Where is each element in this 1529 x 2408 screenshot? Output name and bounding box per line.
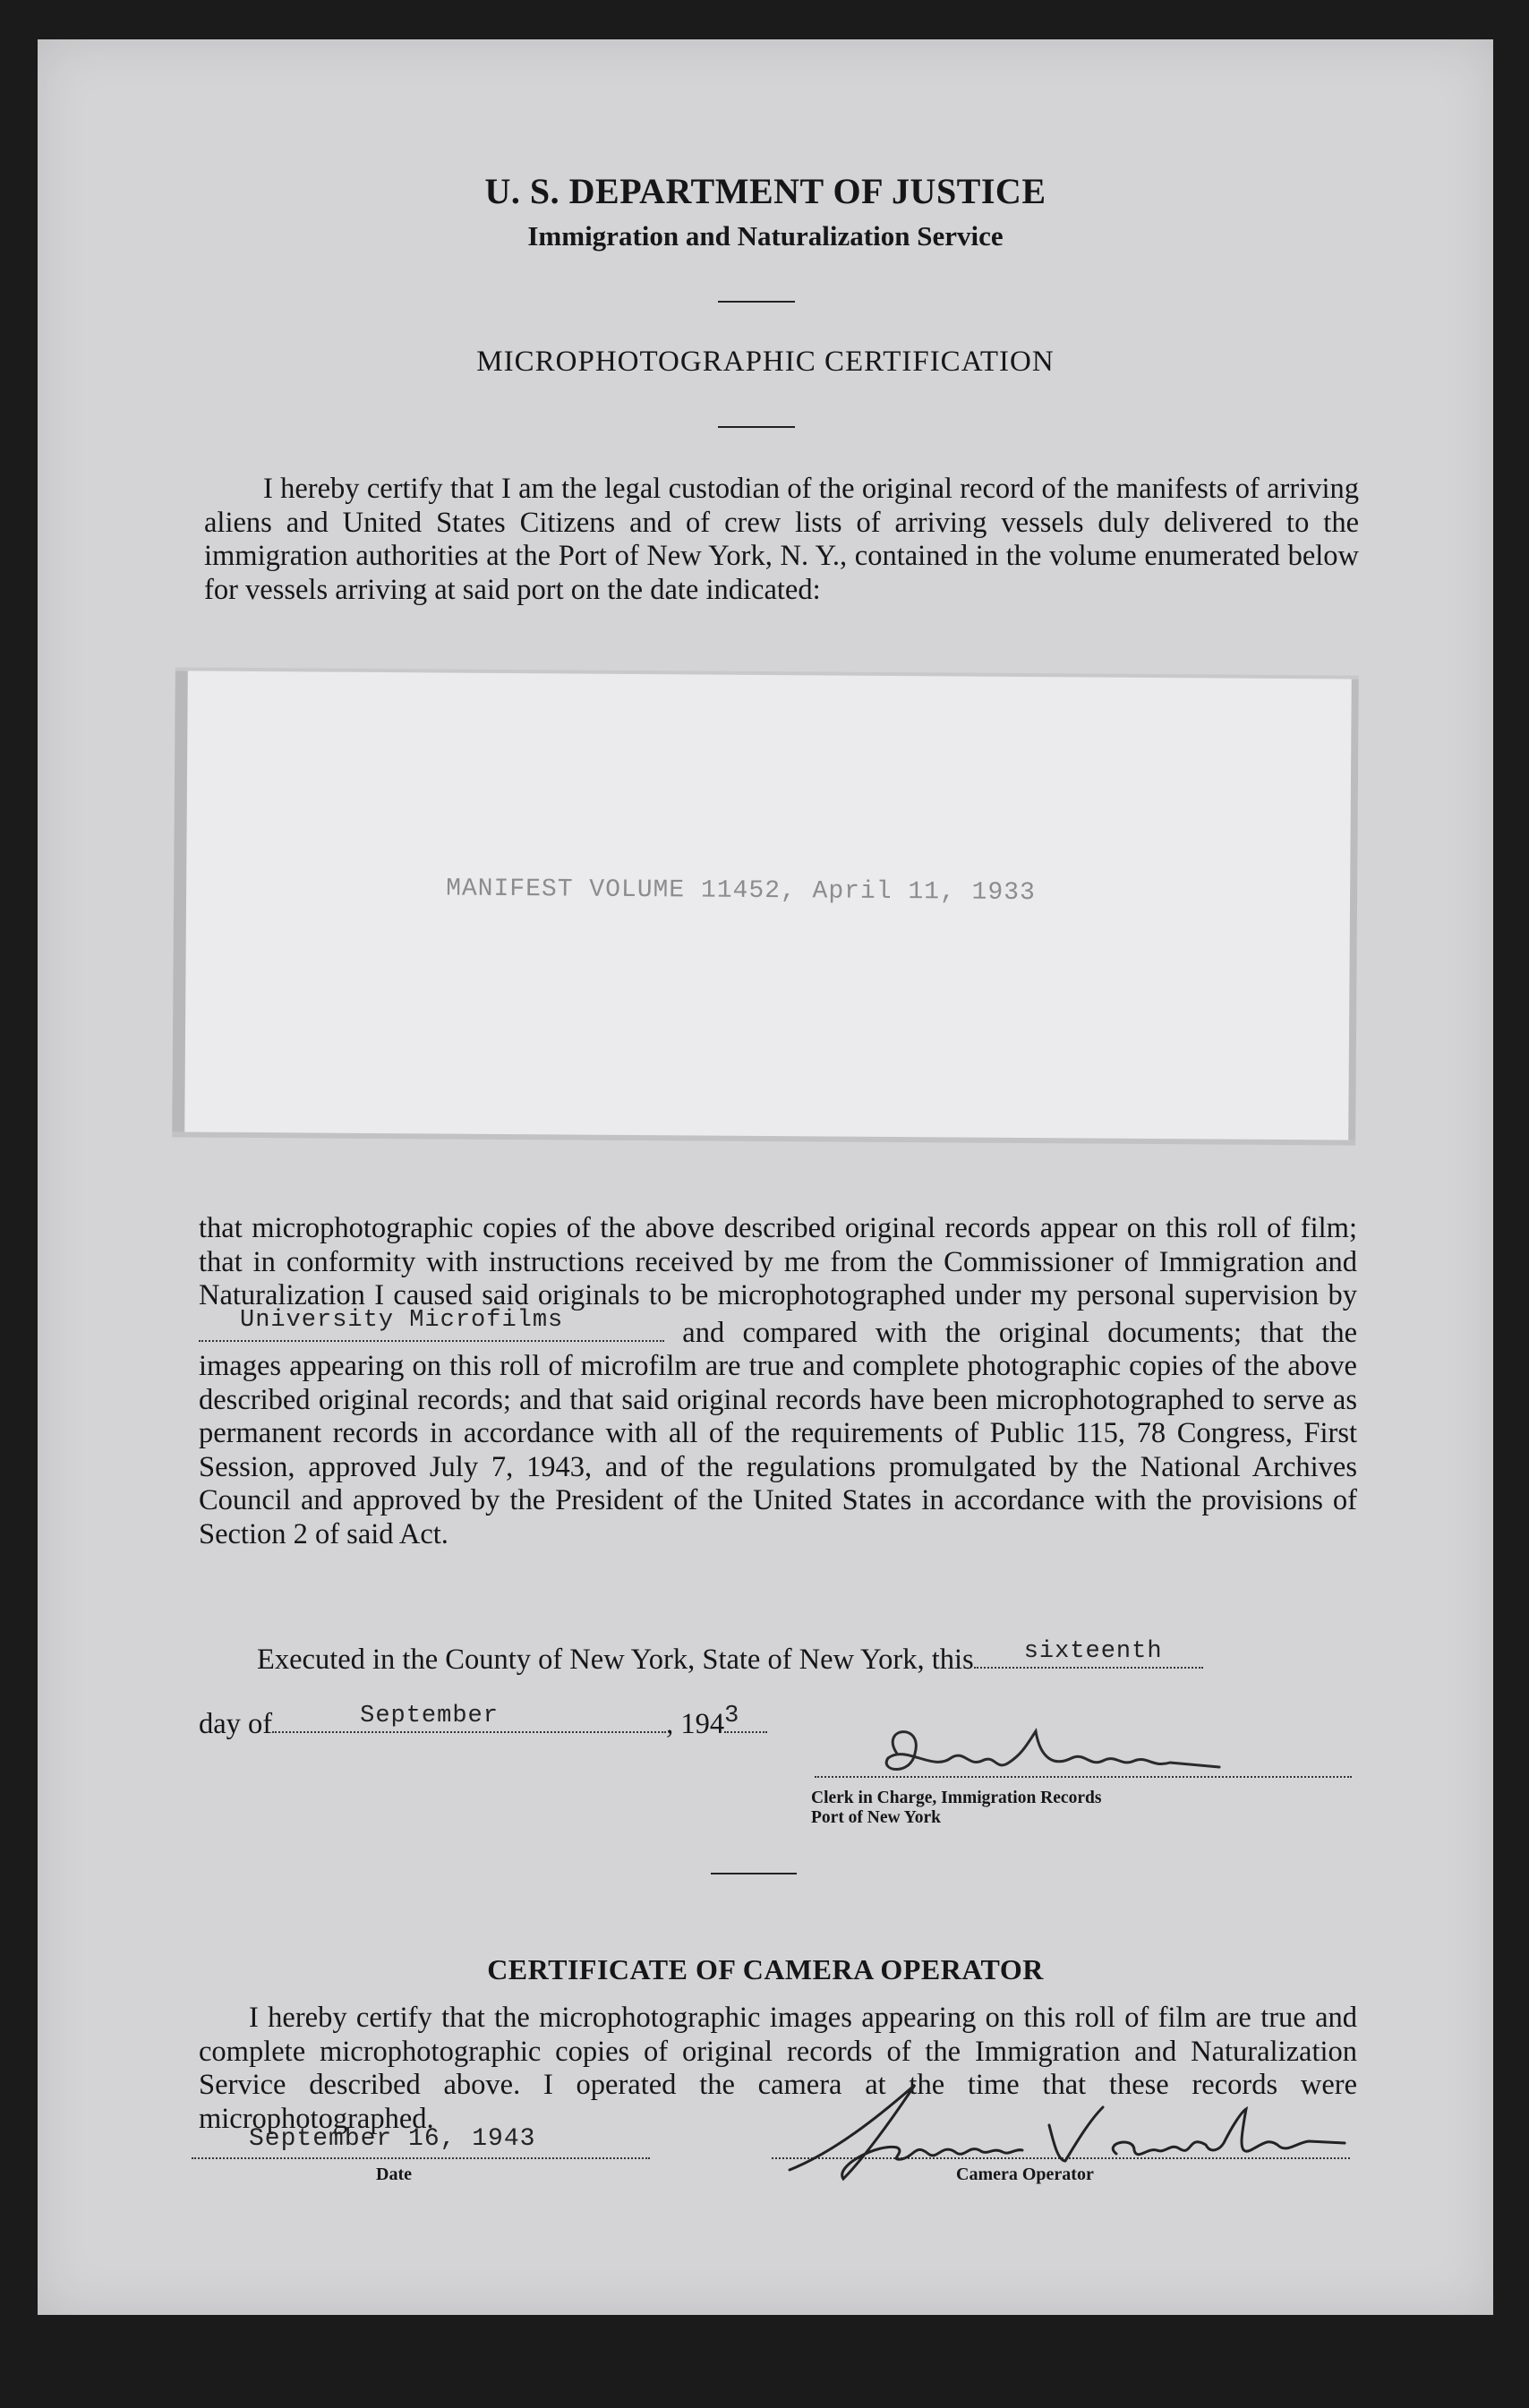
manifest-insert-card (172, 670, 1359, 1140)
operator-caption: Camera Operator (956, 2165, 1094, 2184)
divider-rule (718, 426, 795, 428)
year-field (724, 1704, 767, 1733)
day-of-label: day of (199, 1708, 273, 1740)
date-line (199, 1704, 767, 1741)
body-text-part2: and compared with the original documents; that the images appearing on this roll of microfilm are true and complete photographic copies of the above described original records; and that said original records have been microphotographed to serve as permanent records in accordance with all of the requirements of Public 115, 78 Congress, First Session, approved July 7, 1943, and of the regulations promulgated by the National Archives Council and approved by the President of the United States in accordance with the provisions of Section 2 of said Act. (199, 1316, 1357, 1550)
month-value: September (360, 1703, 499, 1729)
service-subtitle: Immigration and Naturalization Service (527, 220, 1004, 252)
camera-paragraph: I hereby certify that the microphotographic images appearing on this roll of film are true and complete microphotographic copies of original records of the Immigration and Naturalization Service described above. I operated the camera at the time that these records were microphotographed. (199, 2002, 1357, 2135)
certificate-sheet (38, 39, 1493, 2315)
clerk-caption-line2: Port of New York (811, 1808, 941, 1827)
body-text-part1: that microphotographic copies of the above described original records appear on this roll of film; that in conformity with instructions received by me from the Commissioner of Immigration and Naturalization I caused said originals to be microphotographed under my personal supervision by (199, 1212, 1357, 1311)
camera-certificate-title: CERTIFICATE OF CAMERA OPERATOR (487, 1953, 1044, 1985)
body-paragraph (199, 1212, 1357, 1551)
year-prefix: , 194 (666, 1708, 725, 1740)
date-line-dotted (192, 2157, 650, 2159)
clerk-caption-line1: Clerk in Charge, Immigration Records (811, 1789, 1102, 1807)
date-caption: Date (376, 2165, 412, 2184)
manifest-volume-text: MANIFEST VOLUME 11452, April 11, 1933 (446, 875, 1036, 908)
divider-rule (711, 1873, 797, 1874)
intro-paragraph: I hereby certify that I am the legal custodian of the original record of the manifests of arriving aliens and United States Citizens and of crew lists of arriving vessels duly delivered to the immigration authorities at the Port of New York, N. Y., contained in the volume enumerated below for vessels arriving at said port on the date indicated: (204, 473, 1359, 606)
camera-date-value: September 16, 1943 (249, 2125, 536, 2153)
day-value: sixteenth (1023, 1638, 1163, 1665)
clerk-signature (861, 1718, 1237, 1789)
divider-rule (718, 301, 795, 303)
execution-line (257, 1640, 1203, 1677)
year-value: 3 (724, 1703, 740, 1729)
department-title: U. S. DEPARTMENT OF JUSTICE (484, 171, 1046, 211)
month-field (272, 1704, 666, 1733)
execution-text: Executed in the County of New York, State of New York, this (257, 1644, 974, 1676)
supervisor-field (199, 1307, 664, 1342)
section-title: MICROPHOTOGRAPHIC CERTIFICATION (476, 346, 1055, 378)
day-field (974, 1640, 1203, 1669)
supervisor-value: University Microfilms (240, 1307, 564, 1334)
clerk-caption (811, 1789, 1101, 1828)
